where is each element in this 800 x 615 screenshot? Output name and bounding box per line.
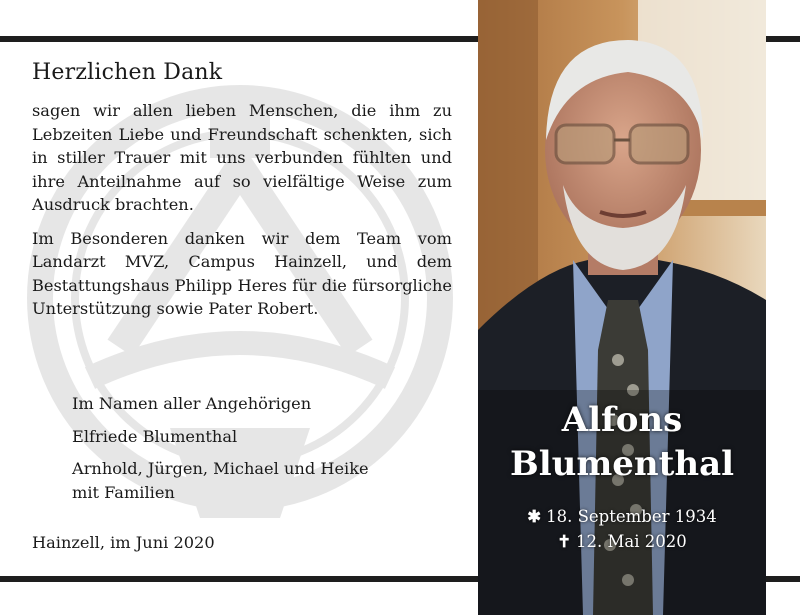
death-date: 12. Mai 2020 bbox=[576, 532, 687, 551]
signature-spouse: Elfriede Blumenthal bbox=[72, 426, 238, 446]
place-date: Hainzell, im Juni 2020 bbox=[32, 533, 215, 552]
signature-children: Arnhold, Jürgen, Michael und Heike bbox=[72, 459, 369, 478]
first-name: Alfons bbox=[561, 400, 683, 440]
last-name: Blumenthal bbox=[509, 444, 735, 484]
heading: Herzlichen Dank bbox=[32, 60, 223, 85]
special-thanks-paragraph: Im Besonderen danken wir dem Team vom Landarzt MVZ, Campus Hainzell, und dem Bestattungshaus Philipp Heres für die fürsorgliche Unterstützung sowie Pater Robert. bbox=[32, 228, 452, 318]
thanks-text-panel bbox=[32, 60, 452, 331]
cross-icon: ✝ bbox=[557, 532, 572, 551]
star-icon: ✱ bbox=[527, 507, 542, 526]
thanks-paragraph: sagen wir allen lieben Menschen, die ihm zu Lebzeiten Liebe und Freundschaft schenkten, sich in stiller Trauer mit uns verbunden fühlten und ihre Anteilnahme auf so vielfältige Weise zum Ausdruck brachten. bbox=[32, 101, 452, 214]
deceased-name-block bbox=[478, 398, 766, 554]
signature-block bbox=[72, 392, 452, 504]
death-line bbox=[478, 529, 766, 554]
signature-intro: Im Namen aller Angehörigen bbox=[72, 394, 312, 413]
signature-families: mit Familien bbox=[72, 482, 175, 502]
birth-date: 18. September 1934 bbox=[546, 507, 717, 526]
life-dates bbox=[478, 504, 766, 554]
birth-line bbox=[478, 504, 766, 529]
